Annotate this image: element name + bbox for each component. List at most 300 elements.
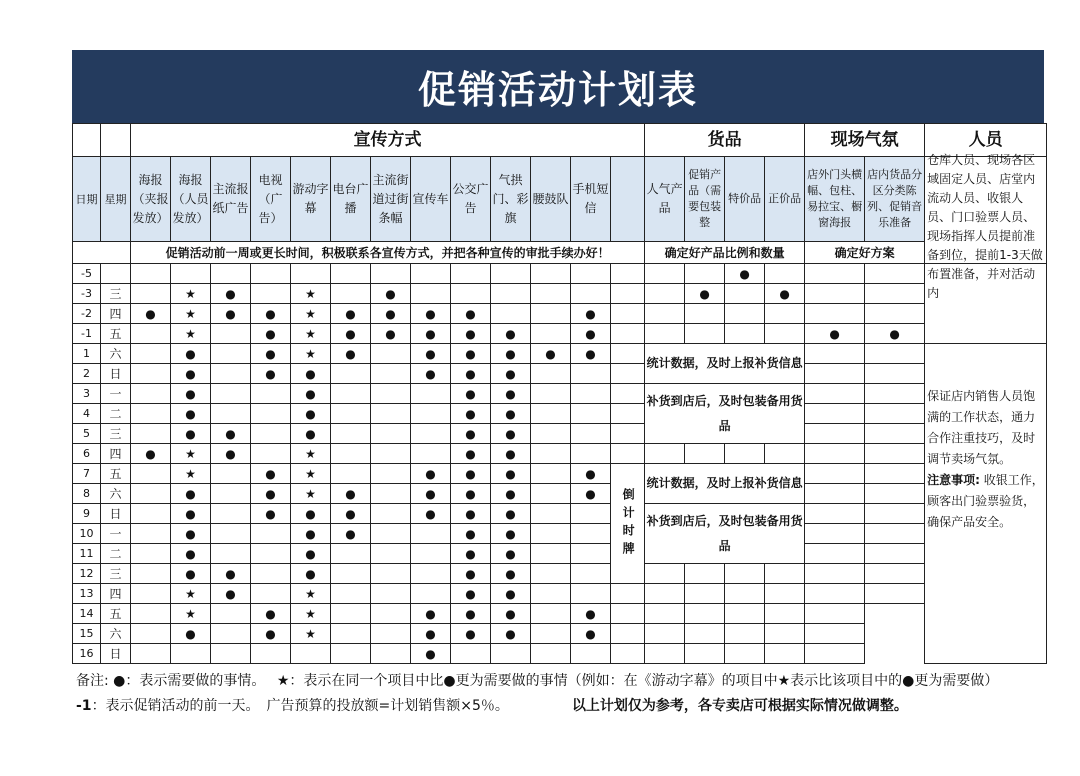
mark-cell bbox=[865, 264, 925, 284]
mark-cell bbox=[331, 624, 371, 644]
mark-cell: ● bbox=[725, 264, 765, 284]
mark-cell: ● bbox=[251, 604, 291, 624]
mark-cell bbox=[171, 644, 211, 664]
goods-note: 补货到店后，及时包装备用货品 bbox=[645, 384, 805, 444]
col-header: 海报（夹报发放） bbox=[131, 157, 171, 242]
table-row bbox=[73, 344, 1047, 364]
mark-cell bbox=[725, 304, 765, 324]
table-row bbox=[73, 604, 1047, 624]
mark-cell bbox=[725, 284, 765, 304]
mark-cell bbox=[725, 584, 765, 604]
weekday-cell: 一 bbox=[101, 524, 131, 544]
mark-cell: ● bbox=[171, 484, 211, 504]
table-row bbox=[73, 324, 1047, 344]
weekday-cell: 二 bbox=[101, 544, 131, 564]
mark-cell: ● bbox=[411, 304, 451, 324]
mark-cell bbox=[331, 444, 371, 464]
mark-cell bbox=[411, 564, 451, 584]
mark-cell: ★ bbox=[171, 324, 211, 344]
blank-cell bbox=[611, 344, 645, 364]
weekday-cell: 日 bbox=[101, 504, 131, 524]
mark-cell: ● bbox=[451, 304, 491, 324]
mark-cell: ● bbox=[571, 324, 611, 344]
mark-cell: ★ bbox=[171, 604, 211, 624]
mark-cell bbox=[371, 444, 411, 464]
day-cell: -3 bbox=[73, 284, 101, 304]
col-header: 手机短信 bbox=[571, 157, 611, 242]
mark-cell: ● bbox=[571, 624, 611, 644]
mark-cell bbox=[531, 404, 571, 424]
col-header: 促销产品（需要包装整 bbox=[685, 157, 725, 242]
mark-cell: ● bbox=[451, 464, 491, 484]
mark-cell bbox=[865, 344, 925, 364]
table-row bbox=[73, 564, 1047, 584]
table-row bbox=[73, 524, 1047, 544]
mark-cell bbox=[645, 264, 685, 284]
mark-cell: ● bbox=[211, 564, 251, 584]
mark-cell bbox=[725, 324, 765, 344]
mark-cell bbox=[805, 464, 865, 484]
footnote-budget: ：表示促销活动的前一天。 广告预算的投放额=计划销售额×5％。 bbox=[91, 698, 502, 714]
footnote-minus-one: -1 bbox=[76, 698, 92, 714]
mark-cell bbox=[251, 384, 291, 404]
blank-cell bbox=[611, 304, 645, 324]
mark-cell bbox=[685, 264, 725, 284]
mark-cell bbox=[211, 624, 251, 644]
mark-cell bbox=[685, 304, 725, 324]
mark-cell bbox=[531, 364, 571, 384]
mark-cell: ● bbox=[805, 324, 865, 344]
mark-cell bbox=[805, 484, 865, 504]
mark-cell bbox=[765, 304, 805, 324]
mark-cell bbox=[371, 584, 411, 604]
notice-publicity: 促销活动前一周或更长时间，积极联系各宣传方式，并把各种宣传的审批手续办好！ bbox=[131, 242, 645, 264]
group-scene: 现场气氛 bbox=[805, 124, 925, 157]
col-header: 腰鼓队 bbox=[531, 157, 571, 242]
col-header: 日期 bbox=[73, 157, 101, 242]
group-people: 人员 bbox=[925, 124, 1047, 157]
people-cell bbox=[925, 324, 1047, 344]
mark-cell: ● bbox=[491, 544, 531, 564]
mark-cell: ● bbox=[685, 284, 725, 304]
mark-cell bbox=[805, 504, 865, 524]
mark-cell bbox=[451, 284, 491, 304]
weekday-cell: 三 bbox=[101, 564, 131, 584]
mark-cell bbox=[411, 424, 451, 444]
mark-cell bbox=[491, 304, 531, 324]
mark-cell bbox=[685, 624, 725, 644]
mark-cell: ● bbox=[291, 424, 331, 444]
mark-cell: ● bbox=[331, 484, 371, 504]
footnote bbox=[76, 669, 1038, 719]
mark-cell: ● bbox=[571, 304, 611, 324]
col-header: 正价品 bbox=[765, 157, 805, 242]
mark-cell bbox=[531, 384, 571, 404]
mark-cell: ● bbox=[411, 604, 451, 624]
mark-cell bbox=[371, 484, 411, 504]
mark-cell bbox=[331, 644, 371, 664]
countdown-board: 倒计时牌 bbox=[611, 464, 645, 584]
table-row bbox=[73, 644, 1047, 664]
mark-cell: ● bbox=[331, 324, 371, 344]
mark-cell: ● bbox=[765, 284, 805, 304]
table-row bbox=[73, 384, 1047, 404]
col-header: 店内货品分区分类陈列、促销音乐准备 bbox=[865, 157, 925, 242]
mark-cell bbox=[531, 524, 571, 544]
group-goods: 货品 bbox=[645, 124, 805, 157]
table-row bbox=[73, 304, 1047, 324]
mark-cell bbox=[251, 404, 291, 424]
mark-cell bbox=[571, 524, 611, 544]
mark-cell: ● bbox=[451, 604, 491, 624]
mark-cell: ● bbox=[451, 624, 491, 644]
mark-cell bbox=[211, 524, 251, 544]
people-cell bbox=[925, 304, 1047, 324]
mark-cell bbox=[645, 584, 685, 604]
mark-cell bbox=[171, 264, 211, 284]
table-row bbox=[73, 364, 1047, 384]
mark-cell: ● bbox=[491, 564, 531, 584]
mark-cell bbox=[331, 404, 371, 424]
mark-cell bbox=[571, 424, 611, 444]
mark-cell bbox=[865, 464, 925, 484]
weekday-cell: 二 bbox=[101, 404, 131, 424]
mark-cell bbox=[805, 564, 865, 584]
mark-cell bbox=[765, 584, 805, 604]
mark-cell bbox=[371, 464, 411, 484]
mark-cell bbox=[451, 264, 491, 284]
group-publicity: 宣传方式 bbox=[131, 124, 645, 157]
mark-cell bbox=[131, 464, 171, 484]
mark-cell bbox=[571, 564, 611, 584]
mark-cell bbox=[685, 604, 725, 624]
col-header: 宣传车 bbox=[411, 157, 451, 242]
day-cell: -5 bbox=[73, 264, 101, 284]
mark-cell: ● bbox=[371, 304, 411, 324]
mark-cell bbox=[865, 564, 925, 584]
mark-cell bbox=[685, 324, 725, 344]
mark-cell bbox=[765, 444, 805, 464]
day-cell: 2 bbox=[73, 364, 101, 384]
day-cell: 16 bbox=[73, 644, 101, 664]
mark-cell bbox=[371, 624, 411, 644]
mark-cell bbox=[765, 564, 805, 584]
mark-cell: ● bbox=[571, 464, 611, 484]
mark-cell bbox=[411, 524, 451, 544]
mark-cell bbox=[531, 644, 571, 664]
mark-cell bbox=[211, 644, 251, 664]
mark-cell bbox=[571, 404, 611, 424]
plan-sheet bbox=[72, 50, 1044, 664]
mark-cell bbox=[331, 464, 371, 484]
weekday-cell: 五 bbox=[101, 604, 131, 624]
mark-cell bbox=[331, 564, 371, 584]
mark-cell: ★ bbox=[291, 444, 331, 464]
mark-cell: ● bbox=[531, 344, 571, 364]
mark-cell bbox=[131, 504, 171, 524]
people-cell bbox=[925, 284, 1047, 304]
mark-cell bbox=[331, 364, 371, 384]
mark-cell bbox=[211, 544, 251, 564]
mark-cell: ● bbox=[411, 324, 451, 344]
mark-cell: ● bbox=[491, 604, 531, 624]
mark-cell bbox=[211, 344, 251, 364]
mark-cell bbox=[131, 284, 171, 304]
blank-cell bbox=[611, 384, 645, 404]
mark-cell: ● bbox=[211, 424, 251, 444]
col-header: 电台广播 bbox=[331, 157, 371, 242]
day-cell: 8 bbox=[73, 484, 101, 504]
mark-cell: ● bbox=[411, 644, 451, 664]
mark-cell bbox=[211, 604, 251, 624]
col-header: 主流街道过街条幅 bbox=[371, 157, 411, 242]
notice-scene: 确定好方案 bbox=[805, 242, 925, 264]
mark-cell: ★ bbox=[171, 444, 211, 464]
weekday-cell: 六 bbox=[101, 344, 131, 364]
mark-cell bbox=[611, 624, 645, 644]
mark-cell bbox=[725, 604, 765, 624]
mark-cell bbox=[685, 564, 725, 584]
mark-cell: ● bbox=[571, 344, 611, 364]
mark-cell bbox=[371, 544, 411, 564]
mark-cell: ● bbox=[451, 524, 491, 544]
weekday-cell: 三 bbox=[101, 284, 131, 304]
mark-cell bbox=[411, 284, 451, 304]
mark-cell: ● bbox=[331, 304, 371, 324]
weekday-cell: 四 bbox=[101, 584, 131, 604]
mark-cell: ● bbox=[411, 464, 451, 484]
mark-cell bbox=[865, 484, 925, 504]
notice-goods: 确定好产品比例和数量 bbox=[645, 242, 805, 264]
mark-cell bbox=[571, 264, 611, 284]
mark-cell bbox=[411, 584, 451, 604]
mark-cell bbox=[805, 364, 865, 384]
mark-cell bbox=[805, 644, 865, 664]
mark-cell bbox=[131, 264, 171, 284]
mark-cell bbox=[331, 264, 371, 284]
mark-cell bbox=[251, 444, 291, 464]
mark-cell bbox=[725, 564, 765, 584]
mark-cell bbox=[331, 584, 371, 604]
table-row bbox=[73, 484, 1047, 504]
mark-cell: ● bbox=[331, 524, 371, 544]
table-row bbox=[73, 544, 1047, 564]
table-row bbox=[73, 444, 1047, 464]
mark-cell bbox=[131, 404, 171, 424]
mark-cell bbox=[865, 424, 925, 444]
mark-cell: ● bbox=[211, 444, 251, 464]
mark-cell bbox=[131, 644, 171, 664]
col-header: 海报（人员发放） bbox=[171, 157, 211, 242]
mark-cell bbox=[211, 504, 251, 524]
mark-cell: ● bbox=[451, 404, 491, 424]
mark-cell bbox=[371, 504, 411, 524]
mark-cell bbox=[371, 564, 411, 584]
mark-cell bbox=[131, 324, 171, 344]
mark-cell: ★ bbox=[291, 604, 331, 624]
people-prep-note: 仓库人员、现场各区域固定人员、店堂内流动人员、收银人员、门口验票人员、现场指挥人员提前准备到位，提前1-3天做布置准备，并对活动内 bbox=[925, 157, 1047, 264]
mark-cell bbox=[291, 264, 331, 284]
mark-cell bbox=[805, 344, 865, 364]
mark-cell: ● bbox=[171, 344, 211, 364]
mark-cell bbox=[645, 564, 685, 584]
mark-cell bbox=[251, 584, 291, 604]
mark-cell: ★ bbox=[291, 464, 331, 484]
mark-cell: ● bbox=[251, 304, 291, 324]
mark-cell bbox=[211, 404, 251, 424]
day-cell: 9 bbox=[73, 504, 101, 524]
mark-cell: ● bbox=[171, 384, 211, 404]
mark-cell: ★ bbox=[291, 584, 331, 604]
mark-cell: ● bbox=[411, 624, 451, 644]
goods-note: 统计数据，及时上报补货信息 bbox=[645, 344, 805, 384]
mark-cell bbox=[865, 544, 925, 564]
mark-cell: ● bbox=[491, 424, 531, 444]
mark-cell: ● bbox=[251, 344, 291, 364]
footnote-symbols: ●：表示需要做的事情。 ★：表示在同一个项目中比●更为需要做的事情（例如：在《游动字幕》的项目中★表示比该项目中的●更为需要做） bbox=[108, 673, 992, 689]
day-cell: 15 bbox=[73, 624, 101, 644]
mark-cell bbox=[491, 644, 531, 664]
mark-cell bbox=[685, 444, 725, 464]
table-row bbox=[73, 464, 1047, 484]
day-cell: 14 bbox=[73, 604, 101, 624]
mark-cell: ● bbox=[371, 324, 411, 344]
weekday-cell: 一 bbox=[101, 384, 131, 404]
footnote-adjust: 以上计划仅为参考，各专卖店可根据实际情况做调整。 bbox=[571, 698, 908, 714]
col-header bbox=[611, 157, 645, 242]
mark-cell bbox=[251, 524, 291, 544]
blank-cell bbox=[611, 584, 645, 604]
mark-cell bbox=[251, 424, 291, 444]
mark-cell bbox=[685, 644, 725, 664]
mark-cell bbox=[211, 484, 251, 504]
mark-cell: ● bbox=[291, 504, 331, 524]
mark-cell: ● bbox=[571, 604, 611, 624]
mark-cell bbox=[331, 384, 371, 404]
mark-cell: ● bbox=[491, 484, 531, 504]
mark-cell bbox=[805, 444, 865, 464]
mark-cell bbox=[531, 604, 571, 624]
mark-cell bbox=[131, 564, 171, 584]
day-cell: 10 bbox=[73, 524, 101, 544]
mark-cell bbox=[251, 564, 291, 584]
weekday-cell: 六 bbox=[101, 624, 131, 644]
mark-cell: ● bbox=[291, 564, 331, 584]
mark-cell bbox=[131, 424, 171, 444]
mark-cell: ● bbox=[491, 584, 531, 604]
blank-cell bbox=[611, 264, 645, 284]
mark-cell: ● bbox=[171, 564, 211, 584]
mark-cell bbox=[865, 364, 925, 384]
mark-cell bbox=[371, 604, 411, 624]
mark-cell: ★ bbox=[291, 484, 331, 504]
mark-cell bbox=[531, 324, 571, 344]
mark-cell bbox=[865, 384, 925, 404]
mark-cell bbox=[131, 384, 171, 404]
table-row bbox=[73, 284, 1047, 304]
goods-note: 补货到店后，及时包装备用货品 bbox=[645, 504, 805, 564]
mark-cell bbox=[571, 544, 611, 564]
mark-cell: ● bbox=[171, 544, 211, 564]
mark-cell bbox=[371, 404, 411, 424]
mark-cell: ● bbox=[451, 424, 491, 444]
mark-cell: ● bbox=[451, 564, 491, 584]
day-cell: 7 bbox=[73, 464, 101, 484]
weekday-cell bbox=[101, 264, 131, 284]
mark-cell bbox=[571, 284, 611, 304]
mark-cell: ● bbox=[211, 584, 251, 604]
mark-cell bbox=[531, 464, 571, 484]
mark-cell: ● bbox=[451, 364, 491, 384]
mark-cell: ● bbox=[131, 444, 171, 464]
mark-cell: ● bbox=[571, 484, 611, 504]
mark-cell: ● bbox=[411, 344, 451, 364]
mark-cell: ★ bbox=[171, 284, 211, 304]
table-row bbox=[73, 624, 1047, 644]
mark-cell bbox=[251, 644, 291, 664]
blank-cell bbox=[611, 404, 645, 424]
mark-cell bbox=[131, 544, 171, 564]
mark-cell bbox=[765, 604, 805, 624]
mark-cell: ● bbox=[491, 624, 531, 644]
mark-cell bbox=[131, 584, 171, 604]
sheet-title: 促销活动计划表 bbox=[72, 50, 1044, 123]
col-header: 公交广告 bbox=[451, 157, 491, 242]
mark-cell: ● bbox=[331, 344, 371, 364]
table-row bbox=[73, 424, 1047, 444]
mark-cell bbox=[865, 504, 925, 524]
mark-cell: ● bbox=[171, 364, 211, 384]
mark-cell: ● bbox=[171, 404, 211, 424]
mark-cell: ● bbox=[451, 444, 491, 464]
mark-cell bbox=[805, 604, 865, 624]
mark-cell bbox=[805, 384, 865, 404]
mark-cell bbox=[531, 544, 571, 564]
footnote-label: 备注: bbox=[76, 673, 109, 689]
mark-cell: ★ bbox=[291, 344, 331, 364]
mark-cell bbox=[805, 304, 865, 324]
day-cell: -1 bbox=[73, 324, 101, 344]
table-row bbox=[73, 504, 1047, 524]
mark-cell: ● bbox=[251, 504, 291, 524]
mark-cell bbox=[611, 604, 645, 624]
mark-cell bbox=[371, 384, 411, 404]
mark-cell: ● bbox=[451, 344, 491, 364]
mark-cell bbox=[131, 344, 171, 364]
mark-cell: ● bbox=[491, 324, 531, 344]
mark-cell bbox=[805, 524, 865, 544]
mark-cell: ★ bbox=[291, 324, 331, 344]
people-note-text: 收银工作，顾客出门验票验货，确保产品安全。 bbox=[927, 473, 1044, 529]
table-row bbox=[73, 264, 1047, 284]
mark-cell bbox=[571, 584, 611, 604]
mark-cell: ● bbox=[131, 304, 171, 324]
mark-cell: ● bbox=[491, 504, 531, 524]
blank-cell bbox=[611, 324, 645, 344]
blank-cell bbox=[611, 284, 645, 304]
mark-cell: ● bbox=[451, 384, 491, 404]
day-cell: 12 bbox=[73, 564, 101, 584]
mark-cell: ● bbox=[211, 304, 251, 324]
mark-cell bbox=[725, 624, 765, 644]
mark-cell bbox=[531, 564, 571, 584]
blank-cell bbox=[611, 444, 645, 464]
mark-cell bbox=[805, 544, 865, 564]
day-cell: 13 bbox=[73, 584, 101, 604]
mark-cell: ★ bbox=[171, 584, 211, 604]
mark-cell: ● bbox=[291, 404, 331, 424]
mark-cell: ● bbox=[211, 284, 251, 304]
